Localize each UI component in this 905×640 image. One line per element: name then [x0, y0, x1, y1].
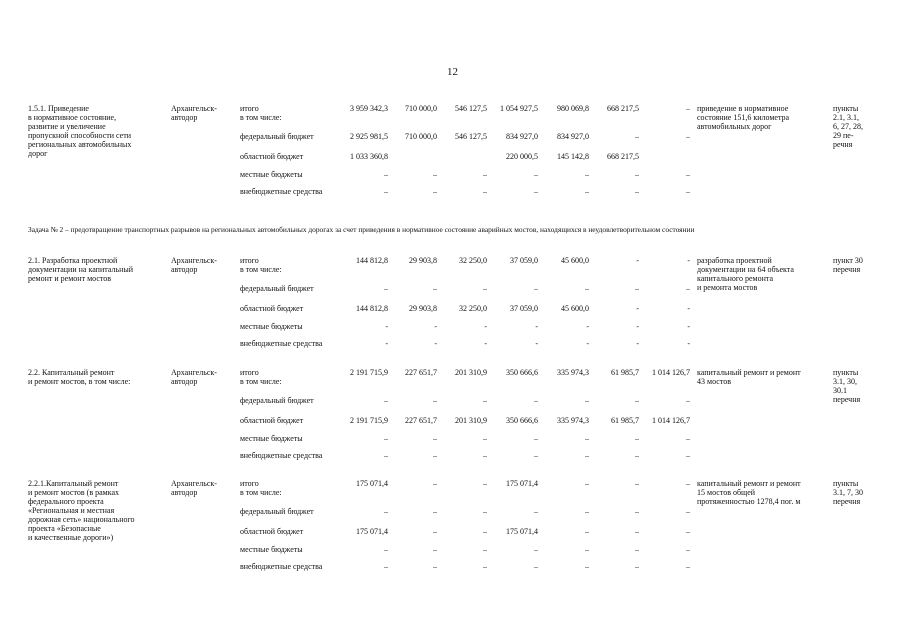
amount-cell: –	[585, 170, 589, 179]
amount-cell: –	[686, 170, 690, 179]
expected-result: капитальный ремонт и ремонт 15 мостов общей протяженностью 1278,4 пог. м	[697, 479, 801, 506]
amount-cell: 201 310,9	[455, 368, 487, 377]
amount-cell: -	[687, 256, 690, 265]
amount-cell: –	[635, 170, 639, 179]
amount-cell: –	[585, 562, 589, 571]
amount-cell: 834 927,0	[557, 132, 589, 141]
amount-cell: 350 666,6	[506, 368, 538, 377]
activity-name: 2.2.1.Капитальный ремонт и ремонт мостов (в рамках федерального проекта «Региональная и местная дорожная сеть» национального проекта «Безопасные и качественные дороги»)	[28, 479, 135, 542]
funding-source-label: федеральный бюджет	[240, 132, 314, 141]
activity-name: 2.2. Капитальный ремонт и ремонт мостов, в том числе:	[28, 368, 131, 386]
amount-cell: –	[585, 507, 589, 516]
amount-cell: –	[686, 187, 690, 196]
amount-cell: –	[534, 507, 538, 516]
funding-source-label: федеральный бюджет	[240, 507, 314, 516]
funding-source-label: местные бюджеты	[240, 545, 303, 554]
funding-source-label: внебюджетные средства	[240, 187, 323, 196]
amount-cell: –	[433, 527, 437, 536]
funding-source-label: областной бюджет	[240, 152, 304, 161]
amount-cell: -	[636, 304, 639, 313]
amount-cell: –	[433, 396, 437, 405]
amount-cell: –	[686, 396, 690, 405]
amount-cell: –	[483, 284, 487, 293]
executor: Архангельск- автодор	[171, 479, 217, 497]
amount-cell: 175 071,4	[356, 527, 388, 536]
amount-cell: 980 069,8	[557, 104, 589, 113]
amount-cell: 335 974,3	[557, 368, 589, 377]
amount-cell: 29 903,8	[409, 256, 437, 265]
amount-cell: 2 191 715,9	[350, 416, 388, 425]
amount-cell: –	[686, 527, 690, 536]
amount-cell: –	[483, 545, 487, 554]
amount-cell: –	[433, 479, 437, 488]
amount-cell: -	[687, 304, 690, 313]
amount-cell: –	[635, 434, 639, 443]
amount-cell: –	[384, 284, 388, 293]
amount-cell: 144 812,8	[356, 304, 388, 313]
amount-cell: –	[635, 545, 639, 554]
expected-result: приведение в нормативное состояние 151,6 километра автомобильных дорог	[697, 104, 790, 131]
amount-cell: –	[635, 479, 639, 488]
amount-cell: 1 054 927,5	[500, 104, 538, 113]
funding-source-label: областной бюджет	[240, 304, 304, 313]
amount-cell: –	[534, 284, 538, 293]
amount-cell: 145 142,8	[557, 152, 589, 161]
amount-cell: -	[636, 322, 639, 331]
amount-cell: 227 651,7	[405, 368, 437, 377]
amount-cell: –	[585, 479, 589, 488]
funding-source-label: внебюджетные средства	[240, 562, 323, 571]
amount-cell: 668 217,5	[607, 104, 639, 113]
amount-cell: –	[635, 132, 639, 141]
amount-cell: 175 071,4	[506, 479, 538, 488]
amount-cell: 61 985,7	[611, 368, 639, 377]
expected-result: разработка проектной документации на 64 объекта капитального ремонта и ремонта мостов	[697, 256, 794, 292]
amount-cell: -	[484, 322, 487, 331]
executor: Архангельск- автодор	[171, 104, 217, 122]
amount-cell: –	[483, 562, 487, 571]
amount-cell: –	[686, 545, 690, 554]
amount-cell: –	[686, 284, 690, 293]
amount-cell: –	[534, 396, 538, 405]
amount-cell: -	[687, 339, 690, 348]
funding-source-label: внебюджетные средства	[240, 339, 323, 348]
amount-cell: -	[586, 322, 589, 331]
amount-cell: –	[384, 170, 388, 179]
amount-cell: –	[585, 284, 589, 293]
amount-cell: –	[384, 507, 388, 516]
amount-cell: –	[433, 562, 437, 571]
funding-source-label: внебюджетные средства	[240, 451, 323, 460]
expected-result: капитальный ремонт и ремонт 43 мостов	[697, 368, 801, 386]
amount-cell: -	[535, 339, 538, 348]
amount-cell: -	[636, 339, 639, 348]
amount-cell: –	[483, 527, 487, 536]
amount-cell: –	[686, 562, 690, 571]
amount-cell: –	[483, 170, 487, 179]
funding-source-label: местные бюджеты	[240, 434, 303, 443]
amount-cell: –	[635, 187, 639, 196]
funding-source-label: федеральный бюджет	[240, 284, 314, 293]
amount-cell: -	[385, 322, 388, 331]
amount-cell: –	[585, 545, 589, 554]
amount-cell: -	[434, 322, 437, 331]
amount-cell: –	[585, 451, 589, 460]
amount-cell: -	[535, 322, 538, 331]
amount-cell: –	[686, 451, 690, 460]
amount-cell: 546 127,5	[455, 132, 487, 141]
amount-cell: –	[534, 545, 538, 554]
amount-cell: 2 191 715,9	[350, 368, 388, 377]
amount-cell: 710 000,0	[405, 132, 437, 141]
funding-source-label: областной бюджет	[240, 416, 304, 425]
funding-source-label: итого в том числе:	[240, 368, 282, 386]
amount-cell: –	[483, 396, 487, 405]
amount-cell: –	[384, 545, 388, 554]
funding-source-label: местные бюджеты	[240, 170, 303, 179]
amount-cell: 201 310,9	[455, 416, 487, 425]
amount-cell: –	[433, 434, 437, 443]
amount-cell: –	[534, 451, 538, 460]
funding-source-label: итого в том числе:	[240, 256, 282, 274]
amount-cell: –	[384, 434, 388, 443]
amount-cell: –	[635, 284, 639, 293]
amount-cell: –	[483, 479, 487, 488]
funding-source-label: федеральный бюджет	[240, 396, 314, 405]
amount-cell: -	[687, 322, 690, 331]
amount-cell: –	[686, 104, 690, 113]
amount-cell: 834 927,0	[506, 132, 538, 141]
amount-cell: –	[433, 170, 437, 179]
amount-cell: –	[635, 507, 639, 516]
amount-cell: –	[433, 507, 437, 516]
page-number: 12	[447, 66, 458, 78]
amount-cell: –	[433, 451, 437, 460]
amount-cell: 175 071,4	[506, 527, 538, 536]
amount-cell: 2 925 981,5	[350, 132, 388, 141]
amount-cell: 1 014 126,7	[652, 368, 690, 377]
executor: Архангельск- автодор	[171, 256, 217, 274]
amount-cell: –	[635, 562, 639, 571]
amount-cell: –	[585, 527, 589, 536]
amount-cell: –	[585, 396, 589, 405]
executor: Архангельск- автодор	[171, 368, 217, 386]
amount-cell: 29 903,8	[409, 304, 437, 313]
amount-cell: –	[384, 396, 388, 405]
amount-cell: -	[385, 339, 388, 348]
funding-source-label: итого в том числе:	[240, 479, 282, 497]
amount-cell: –	[384, 451, 388, 460]
funding-source-label: местные бюджеты	[240, 322, 303, 331]
amount-cell: -	[636, 256, 639, 265]
amount-cell: 45 600,0	[561, 304, 589, 313]
amount-cell: –	[686, 434, 690, 443]
amount-cell: 37 059,0	[510, 256, 538, 265]
amount-cell: –	[686, 507, 690, 516]
amount-cell: –	[384, 187, 388, 196]
amount-cell: 335 974,3	[557, 416, 589, 425]
amount-cell: 61 985,7	[611, 416, 639, 425]
amount-cell: 220 000,5	[506, 152, 538, 161]
amount-cell: –	[534, 434, 538, 443]
list-points: пункт 30 перечня	[833, 256, 863, 274]
activity-name: 2.1. Разработка проектной документации на капитальный ремонт и ремонт мостов	[28, 256, 134, 283]
amount-cell: 37 059,0	[510, 304, 538, 313]
amount-cell: -	[586, 339, 589, 348]
amount-cell: –	[686, 479, 690, 488]
amount-cell: –	[534, 187, 538, 196]
amount-cell: -	[434, 339, 437, 348]
amount-cell: –	[534, 562, 538, 571]
amount-cell: 1 014 126,7	[652, 416, 690, 425]
amount-cell: 668 217,5	[607, 152, 639, 161]
task-2-heading: Задача № 2 – предотвращение транспортных разрывов на региональных автомобильных дорогах за счет приведения в нормативное состояние аварийных мостов, находящихся в неудовлетворительном состоянии	[28, 225, 695, 234]
amount-cell: –	[483, 507, 487, 516]
amount-cell: –	[585, 187, 589, 196]
amount-cell: –	[483, 451, 487, 460]
amount-cell: –	[433, 545, 437, 554]
list-points: пункты 2.1, 3.1, 6, 27, 28, 29 пе- речня	[833, 104, 863, 149]
amount-cell: 45 600,0	[561, 256, 589, 265]
amount-cell: –	[585, 434, 589, 443]
amount-cell: –	[635, 527, 639, 536]
amount-cell: 32 250,0	[459, 256, 487, 265]
amount-cell: 3 959 342,3	[350, 104, 388, 113]
amount-cell: –	[483, 187, 487, 196]
amount-cell: 546 127,5	[455, 104, 487, 113]
amount-cell: –	[433, 284, 437, 293]
amount-cell: 175 071,4	[356, 479, 388, 488]
amount-cell: –	[635, 396, 639, 405]
amount-cell: 32 250,0	[459, 304, 487, 313]
amount-cell: –	[433, 187, 437, 196]
list-points: пункты 3.1, 30, 30.1 перечня	[833, 368, 861, 404]
amount-cell: –	[534, 170, 538, 179]
list-points: пункты 3.1, 7, 30 перечня	[833, 479, 863, 506]
amount-cell: 144 812,8	[356, 256, 388, 265]
amount-cell: 710 000,0	[405, 104, 437, 113]
amount-cell: –	[483, 434, 487, 443]
amount-cell: –	[384, 562, 388, 571]
amount-cell: -	[484, 339, 487, 348]
funding-source-label: итого в том числе:	[240, 104, 282, 122]
amount-cell: 1 033 360,8	[350, 152, 388, 161]
amount-cell: –	[686, 132, 690, 141]
amount-cell: –	[635, 451, 639, 460]
amount-cell: 227 651,7	[405, 416, 437, 425]
activity-name: 1.5.1. Приведение в нормативное состояние, развитие и увеличение пропускной способности сети региональных автомобильных дорог	[28, 104, 132, 158]
amount-cell: 350 666,6	[506, 416, 538, 425]
funding-source-label: областной бюджет	[240, 527, 304, 536]
